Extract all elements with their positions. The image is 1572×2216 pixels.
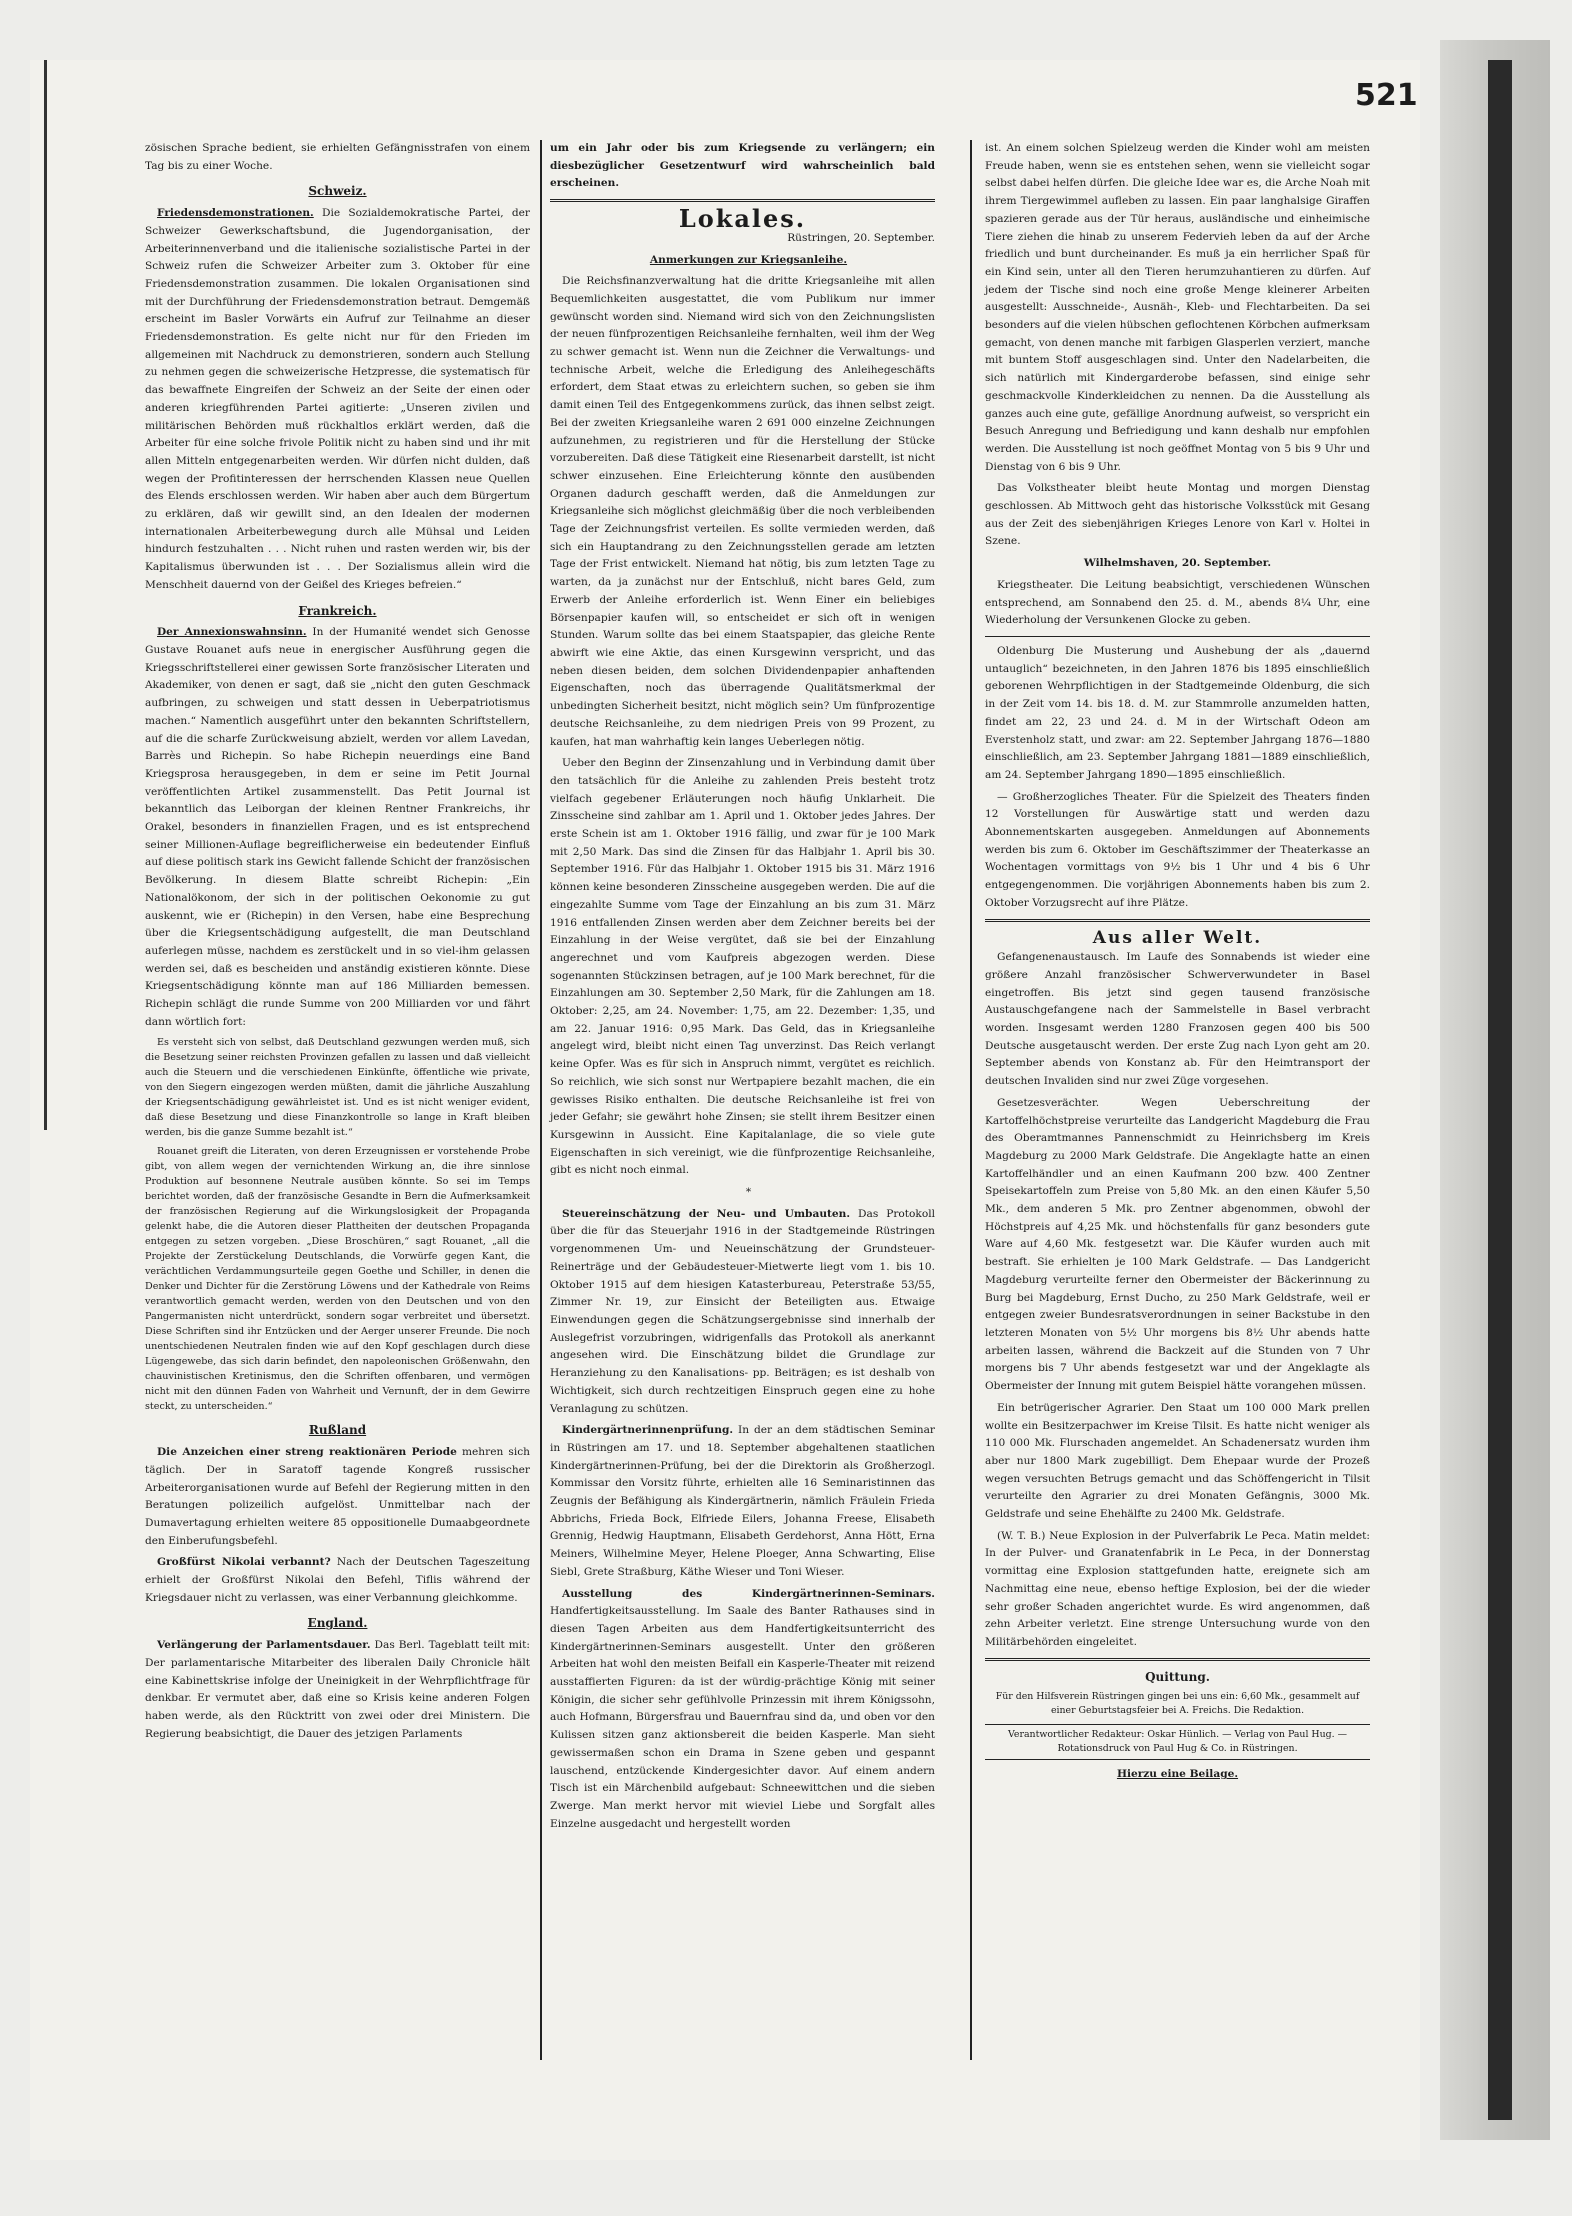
heading-frankreich: Frankreich. <box>298 603 377 618</box>
body-anleihe-1: Die Reichsfinanzverwaltung hat die dritte Kriegsanleihe mit allen Bequemlichkeiten ausgestattet, die vom Publikum nur immer gewünscht worden sind. Niemand wird sich von den Zeichnungslisten der neuen fünfprozentigen Reichsanleihe fernhalten, weil ihm der Weg zu schwer gemacht ist. Wenn nun die Zeichner die Verwaltungs- und technische Arbeit, welche die Erledigung des Anleihegeschäfts erfordert, dem Staat etwas zu erleichtern suchen, so geben sie ihm damit einen Teil des Entgegenkommens zurück, das ihnen selbst zeigt. Bei der zweiten Kriegsanleihe waren 2 691 000 einzelne Zeichnungen aufzunehmen, zu registrieren und für die Herstellung der Stücke vorzubereiten. Daß diese Tätigkeit eine Riesenarbeit darstellt, ist nicht schwer einzusehen. Eine Erleichterung könnte den ausübenden Organen dadurch geschafft werden, daß die Anmeldungen zur Kriegsanleihe sich möglichst gleichmäßig über die noch verbleibenden Tage der Zeichnungsfrist verteilen. Es sollte vermieden werden, daß sich ein Hauptandrang zu den Zeichnungsstellen gerade am letzten Tage der Frist entwickelt. Niemand hat nötig, bis zum letzten Tage zu warten, da ja zunächst nur der Entschluß, nicht bares Geld, zum Erwerb der Anleihe erforderlich ist. Wenn Einer ein beliebiges Börsenpapier kaufen will, so entscheidet er sich oft in wenigen Stunden. Warum sollte das bei einem Staatspapier, das gleiche Rente abwirft wie eine Aktie, das einen Kursgewinn verspricht, und das neben diesen beiden, dem solchen Dividendenpapier anhaftenden Eigenschaften, noch das überragende Qualitätsmerkmal der unbedingten Sicherheit besitzt, nicht möglich sein? Um fünfprozentige deutsche Reichsanleihe, zu dem niedrigen Preis von 99 Prozent, zu kaufen, hat man wahrhaftig kein langes Ueberlegen nötig. <box>550 275 935 748</box>
binding-strip <box>1488 60 1512 2120</box>
body-ausstellung-cont: ist. An einem solchen Spielzeug werden die Kinder wohl am meisten Freude haben, wenn sie es entstehen sehen, wenn sie vielleicht sogar selbst dabei helfen dürfen. Die gleiche Idee war es, die Arche Noah mit ihrem Tiergewimmel aufleben zu lassen. Ein paar langhalsige Giraffen spazieren gerade aus der Tür heraus, ausländische und einheimische Tiere ziehen die hinab zu unserem Federvieh leben da auf der Arche friedlich und bunt durcheinander. Es muß ja ein herrlicher Spaß für ein Kind sein, unter all den Tieren herumzuhantieren zu dürfen. Auf jedem der Tische sind noch eine große Menge kleinerer Arbeiten ausgestellt: Ausschneide-, Ausnäh-, Kleb- und Flechtarbeiten. Da sei besonders auf die vielen hübschen geflochtenen Körbchen aufmerksam gemacht, von denen manche mit farbigen Glasperlen verziert, manche mit buntem Stoff ausgeschlagen sind. Unter den Nadelarbeiten, die sich natürlich mit Kindergarderobe befassen, sind einige sehr geschmackvolle Kinderkleidchen zu nennen. Da die Ausstellung als ganzes auch eine gute, gefällige Anordnung aufweist, so verspricht ein Besuch Anregung und Befriedigung und kann deshalb nur empfohlen werden. Die Ausstellung ist noch geöffnet Montag von 5 bis 9 Uhr und Dienstag von 6 bis 9 Uhr. <box>985 142 1370 473</box>
body-england: Das Berl. Tageblatt teilt mit: Der parlamentarische Mitarbeiter des liberalen Daily Chronicle hält eine Kabinettskrise infolge der Uneinigkeit in der Wehrpflichtfrage für denkbar. Er vermutet aber, daß eine so Krisis keine anderen Folgen haben werde, als den Rücktritt von zwei oder drei Ministern. Die Regierung beabsichtigt, die Dauer des jetzigen Parlaments <box>145 1639 530 1740</box>
article-volkstheater: Das Volkstheater bleibt heute Montag und morgen Dienstag geschlossen. Ab Mittwoch geht das historische Volksstück mit Gesang aus der Zeit des siebenjährigen Krieges Lenore von Karl v. Holtei in Szene. <box>985 482 1370 548</box>
heading-quittung: Quittung. <box>1145 1669 1210 1684</box>
lead-ausstellung: Ausstellung des Kindergärtnerinnen-Seminars. <box>562 1587 935 1600</box>
body-ausstellung: Handfertigkeitsausstellung. Im Saale des Banter Rathauses sind in diesen Tagen Arbeiten aus dem Handfertigkeitsunterricht des Kindergärtnerinnen-Seminars ausgestellt. Unter den größeren Arbeiten hat wohl den meisten Beifall ein Kasperle-Theater mit reizend ausstaffierten Figuren: da ist der würdig-prächtige König mit seiner Königin, die sicher sehr gefühlvolle Prinzessin mit ihrem Königssohn, auch Hofmann, Bürgersfrau und Bauernfrau sind da, und oben vor den Kulissen sitzen ganz aktionsbereit die beiden Kasperle. Man sieht gewissermaßen schon ein Drama in Szene geben und gespannt lauschend, entzückende Kindergesichter davor. Auf einem andern Tisch ist ein Märchenbild aufgebaut: Schneewittchen und die sieben Zwerge. Man merkt hervor mit wieviel Liebe und Sorgfalt alles Einzelne ausgedacht und hergestellt worden <box>550 1605 935 1830</box>
col1-intro: zösischen Sprache bedient, sie erhielten Gefängnisstrafen von einem Tag bis zu einer Woche. <box>145 142 530 172</box>
column-1 <box>145 140 530 1747</box>
col2-intro: um ein Jahr oder bis zum Kriegsende zu verlängern; ein diesbezüglicher Gesetzentwurf wird wahrscheinlich bald erscheinen. <box>550 142 935 190</box>
article-kriegstheater: Kriegstheater. Die Leitung beabsichtigt, verschiedenen Wünschen entsprechend, am Sonnabend den 25. d. M., abends 8¼ Uhr, eine Wiederholung der Versunkenen Glocke zu geben. <box>985 578 1370 627</box>
body-nikolai: Nach der Deutschen Tageszeitung erhielt der Großfürst Nikolai den Befehl, Tiflis während der Kriegsdauer nicht zu verlassen, was einer Verbannung gleichkomme. <box>145 1556 530 1604</box>
column-rule-1 <box>540 140 542 2060</box>
section-rule-quittung <box>985 1658 1370 1661</box>
lead-nikolai: Großfürst Nikolai verbannt? <box>157 1556 331 1569</box>
article-ausstellung <box>550 1586 935 1834</box>
page-number: 521 <box>1355 78 1418 113</box>
lead-steuer: Steuereinschätzung der Neu- und Umbauten. <box>562 1207 851 1220</box>
heading-aus-aller-welt: Aus aller Welt. <box>1092 927 1263 948</box>
body-frankreich-2: Es versteht sich von selbst, daß Deutschland gezwungen werden muß, sich die Besetzung seiner reichsten Provinzen gefallen zu lassen und daß vielleicht auch die Steuern und die verschiedenen Einkünfte, öffentliche wie private, von den Siegern eingezogen werden müßten, damit die jährliche Auszahlung der Kriegsentschädigung gewährleistet ist. Und es ist nicht weniger evident, daß diese Besetzung und diese Finanzkontrolle so lange in Kraft bleiben werden, bis die ganze Summe bezahlt ist.“ <box>145 1037 530 1139</box>
section-rule <box>550 199 935 202</box>
article-nikolai <box>145 1554 530 1607</box>
article-hoftheater: — Großherzogliches Theater. Für die Spielzeit des Theaters finden 12 Vorstellungen für Auswärtige statt und werden dazu Abonnementskarten ausgegeben. Anmeldungen auf Abonnements werden bis zum 6. Oktober im Geschäftszimmer der Theaterkasse an Wochentagen vormittags von 9½ bis 1 Uhr und 4 bis 6 Uhr entgegengenommen. Die vorjährigen Abonnements haben bis zum 2. Oktober Vorzugsrecht auf ihre Plätze. <box>985 790 1370 909</box>
column-rule-2 <box>970 140 972 2060</box>
separator-star: * <box>745 1186 752 1199</box>
article-agrarier: Ein betrügerischer Agrarier. Den Staat um 100 000 Mark prellen wollte ein Besitzerpachwer im Kreise Tilsit. Es hatte nicht weniger als 110 000 Mk. Flurschaden angemeldet. An Schadenersatz wurden ihm aber nur 1800 Mark zugebilligt. Dem Ehepaar wurde der Prozeß wegen versuchten Betrugs gemacht und das Schöffengericht in Tilsit verurteilte den Agrarier zu drei Monaten Gefängnis, 3000 Mk. Geldstrafe und seine Ehehälfte zu 2400 Mk. Geldstrafe. <box>985 1401 1370 1521</box>
lead-england: Verlängerung der Parlamentsdauer. <box>157 1639 371 1652</box>
body-anleihe-2: Ueber den Beginn der Zinsenzahlung und in Verbindung damit über den tatsächlich für die Anleihe zu zahlenden Preis besteht trotz vielfach gegebener Erläuterungen noch häufig Unklarheit. Die Zinsscheine sind zahlbar am 1. April und 1. Oktober jedes Jahres. Der erste Schein ist am 1. Oktober 1916 fällig, und zwar für je 100 Mark mit 2,50 Mark. Das sind die Zinsen für das Halbjahr 1. April bis 30. September 1916. Für das Halbjahr 1. Oktober 1915 bis 31. März 1916 können keine besonderen Zinsscheine ausgegeben werden. Die auf die eingezahlte Summe vom Tage der Einzahlung an bis zum 31. März 1916 entfallenden Zinsen werden aber dem Zeichner bereits bei der Einzahlung in der Weise vergütet, daß sie bei der Einzahlung angerechnet und vom Kaufpreis abgezogen werden. Diese sogenannten Stückzinsen betragen, auf je 100 Mark berechnet, für die Einzahlungen am 30. September 2,50 Mark, für die Zahlungen am 18. Oktober: 2,25, am 24. November: 1,75, am 22. Dezember: 1,35, und am 22. Januar 1916: 0,95 Mark. Das Geld, das in Kriegsanleihe angelegt wird, bleibt nicht einen Tag unverzinst. Das Reich verlangt keine Opfer. Was es für sich in Anspruch nimmt, vergütet es reichlich. So reichlich, wie sich sonst nur Wertpapiere bezahlt machen, die ein gewisses Risiko enthalten. Die deutsche Reichsanleihe ist frei von jeder Gefahr; sie gewährt hohe Zinsen; sie stellt ihrem Besitzer einen Kursgewinn in Aussicht. Eine Kapitalanlage, die so viele gute Eigenschaften in sich vereinigt, wie die fünfprozentige Reichsanleihe, gibt es nicht noch einmal. <box>550 757 935 1177</box>
impressum: Verantwortlicher Redakteur: Oskar Hünlich. — Verlag von Paul Hug. — Rotationsdruck von Paul Hug & Co. in Rüstringen. <box>985 1724 1370 1760</box>
margin-line <box>44 60 47 1130</box>
heading-russland: Rußland <box>308 1423 367 1438</box>
lead-russland: Die Anzeichen einer streng reaktionären Periode <box>157 1446 457 1459</box>
lead-kinder: Kindergärtnerinnenprüfung. <box>562 1424 734 1437</box>
article-oldenburg: Oldenburg Die Musterung und Aushebung der als „dauernd untauglich“ bezeichneten, in den Jahren 1876 bis 1895 einschließlich geborenen Wehrpflichtigen in der Stadtgemeinde Oldenburg, die sich in der Zeit vom 14. bis 18. d. M. zur Stammrolle anzumelden hatten, findet am 22, 23 und 24. d. M in der Wirtschaft Odeon am Everstenholz statt, und zwar: am 22. September Jahrgang 1876—1880 einschließlich, am 23. September Jahrgang 1881—1889 einschließlich, am 24. September Jahrgang 1890—1895 einschließlich. <box>985 644 1370 781</box>
dateline-wilhelmshaven: Wilhelmshaven, 20. September. <box>1083 557 1272 570</box>
article-england <box>145 1637 530 1743</box>
heading-england: England. <box>307 1616 368 1631</box>
body-kinder: In der an dem städtischen Seminar in Rüstringen am 17. und 18. September abgehaltenen staatlichen Kindergärtnerinnen-Prüfung, bei der die Direktorin als Großherzogl. Kommissar den Vorsitz führte, erhielten alle 16 Seminaristinnen das Zeugnis der Befähigung als Kindergärtnerin, nämlich Fräulein Frieda Abbrichs, Frieda Bock, Elfriede Eilers, Johanna Freese, Elisabeth Grennig, Hedwig Hauptmann, Elisabeth Gerdehorst, Anna Hött, Erna Meiners, Wilhelmine Meyer, Helene Ploeger, Anna Schwarting, Elise Siebl, Grete Straßburg, Käthe Wieser und Toni Wieser. <box>550 1424 935 1578</box>
article-schweiz <box>145 205 530 594</box>
article-russland <box>145 1444 530 1550</box>
article-gefangene: Gefangenenaustausch. Im Laufe des Sonnabends ist wieder eine größere Anzahl französischer Schwerverwundeter in Basel eingetroffen. Bis jetzt sind gegen tausend französische Austauschgefangene nach der Sammelstelle in Basel verbracht worden. Insgesamt werden 1280 Franzosen gegen 400 bis 500 Deutsche ausgetauscht werden. Der erste Zug nach Lyon geht am 20. September abends von Konstanz ab. Für den Heimtransport der deutschen Invaliden sind nur zwei Züge vorgesehen. <box>985 951 1370 1088</box>
body-russland: mehren sich täglich. Der in Saratoff tagende Kongreß russischer Arbeiterorganisationen wurde auf Befehl der Regierung mitten in den Beratungen polizeilich aufgelöst. Unmittelbar nach der Dumavertagung erhielten weitere 85 oppositionelle Dumaabgeordnete den Einberufungsbefehl. <box>145 1446 530 1547</box>
article-frankreich <box>145 624 530 1031</box>
quittung-text: Für den Hilfsverein Rüstringen gingen bei uns ein: 6,60 Mk., gesammelt auf einer Geburtstagsfeier bei A. Freichs. Die Redaktion. <box>995 1691 1360 1717</box>
heading-kriegsanleihe: Anmerkungen zur Kriegsanleihe. <box>649 253 848 266</box>
body-frankreich-3: Rouanet greift die Literaten, von deren Erzeugnissen er vorstehende Probe gibt, von allem wegen der vernichtenden Wirkung an, die ihre sinnlose Produktion auf besonnene Neutrale ausüben könnte. So sei im Temps berichtet worden, daß der französische Gesandte in Bern die Aufmerksamkeit der französischen Regierung auf die Wirkungslosigkeit der Propaganda gelenkt habe, die die Autoren dieser Plattheiten der deutschen Propaganda entgegen zu setzen vorgeben. „Diese Broschüren,“ sagt Rouanet, „all die Projekte der Zerstückelung Deutschlands, die Vorwürfe gegen Kant, die verächtlichen Verdammungsurteile gegen Goethe und Schiller, in denen die Denker und Dichter für die Zerstörung Löwens und der Kathedrale von Reims verantwortlich gemacht werden, werden von den Deutschen und von den Pangermanisten nicht unterdrückt, sondern sogar verbreitet und übersetzt. Diese Schriften sind ihr Entzücken und der Aerger unserer Freunde. Die noch unentschiedenen Neutralen finden wie auf den Kopf geschlagen durch diese Lügengewebe, das sich darin befindet, den napoleonischen Größenwahn, den chauvinistischen Kretinismus, den die Schriften offenbaren, und vermögen nicht mit den dünnen Faden von Wahrheit und Vernunft, der in dem Gewirre steckt, zu unterscheiden.“ <box>145 1146 530 1413</box>
section-rule-welt <box>985 919 1370 922</box>
body-frankreich-1: In der Humanité wendet sich Genosse Gustave Rouanet aufs neue in energischer Ausführung gegen die Kriegsschriftstellerei einer gewissen Sorte französischer Literaten und Akademiker, von denen er sagt, daß sie „nicht den guten Geschmack aufbringen, zu schweigen und statt dessen in Ueberpatriotismus machen.“ Namentlich ausgeführt unter den bekannten Schriftstellern, auf die die scharfe Zurückweisung abzielt, werden vor allem Lavedan, Barrès und Richepin. So habe Richepin neuerdings eine Band Kriegsprosa herausgegeben, in dem er seine im Petit Journal veröffentlichten Artikel zusammenstellt. Das Petit Journal ist bekanntlich das Leiborgan der kleinen Rentner Frankreichs, ihr Orakel, besonders in finanziellen Fragen, und es ist entsprechend seiner Millionen-Auflage begreiflicherweise ein bedeutender Einfluß auf diese politisch stark ins Gewicht fallende Schicht der französischen Bevölkerung. In diesem Blatte schreibt Richepin: „Ein Nationalökonom, der sich in der politischen Oekonomie zu gut auskennt, wie er (Richepin) in den Versen, habe eine Besprechung über die Kriegsentschädigung aufgestellt, die man Deutschland auferlegen müsse, nachdem es zerstückelt und in so viel-ihm gelassen werden sei, daß es bescheiden und anständig existieren könnte. Diese Kriegsentschädigung könnte man auf 186 Milliarden bemessen. Richepin schlägt die runde Summe von 200 Milliarden vor und fährt dann wörtlich fort: <box>145 626 530 1028</box>
article-gesetz: Gesetzesverächter. Wegen Ueberschreitung der Kartoffelhöchstpreise verurteilte das Landgericht Magdeburg die Frau des Oberamtmannes Pannenschmidt zu Heinrichsberg im Kreis Magdeburg zu 2000 Mark Geldstrafe. Die Angeklagte hatte an einen Kartoffelhändler und an einen Kaufmann 200 bzw. 400 Zentner Speisekartoffeln zum Preise von 5,80 Mk. an den einen Käufer 5,50 Mk., dem anderen 5 Mk. pro Zentner abgenommen, obwohl der Höchstpreis auf 4,25 Mk. und höchstenfalls für ganz besonders gute Ware auf 4,60 Mk. festgesetzt war. Die Käufer wurden auch mit bestraft. Sie erhielten je 100 Mark Geldstrafe. — Das Landgericht Magdeburg verurteilte ferner den Obermeister der Bäckerinnung zu Burg bei Magdeburg, Ernst Ducho, zu 250 Mark Geldstrafe, weil er entgegen zweier Bundesratsverordnungen in seiner Backstube in den letzteren Monaten von 5½ Uhr morgens bis 8½ Uhr abends hatte arbeiten lassen, während die Backzeit auf die Stunden von 7 Uhr morgens bis 7 Uhr abends festgesetzt war und der Angeklagte als Obermeister der Innung mit gutem Beispiel hätte vorangehen müssen. <box>985 1096 1370 1393</box>
body-steuer: Das Protokoll über die für das Steuerjahr 1916 in der Stadtgemeinde Rüstringen vorgenommenen Um- und Neueinschätzung der Grundsteuer-Reinerträge und der Gebäudesteuer-Mietwerte liegt vom 1. bis 10. Oktober 1915 auf dem hiesigen Katasterbureau, Peterstraße 53/55, Zimmer Nr. 19, zur Einsicht der Beteiligten aus. Etwaige Einwendungen gegen die Schätzungsergebnisse sind innerhalb der Auslegefrist vorzubringen, widrigenfalls das Protokoll als anerkannt angesehen wird. Die Einschätzung bildet die Grundlage zur Heranziehung zu den Kanalisations- pp. Beiträgen; es ist deshalb von Wichtigkeit, sich durch rechtzeitigen Einspruch gegen eine zu hohe Veranlagung zu schützen. <box>550 1207 935 1415</box>
heading-schweiz: Schweiz. <box>308 184 367 199</box>
article-explosion: (W. T. B.) Neue Explosion in der Pulverfabrik Le Peca. Matin meldet: In der Pulver- und Granatenfabrik in Le Peca, in der Donnerstag vormittag eine Explosion stattgefunden hatte, ereignete sich am Nachmittag eine neue, ebenso heftige Explosion, bei der die wieder sehr großer Schaden angerichtet wurde. Es wird angenommen, daß zehn Arbeiter verletzt. Eine strenge Untersuchung wurde von den Militärbehörden eingeleitet. <box>985 1529 1370 1648</box>
column-2 <box>550 140 935 1837</box>
section-rule-oldenburg <box>985 636 1370 637</box>
lead-schweiz: Friedensdemonstrationen. <box>157 207 314 220</box>
dateline-ruestringen: Rüstringen, 20. September. <box>787 231 935 244</box>
body-schweiz: Die Sozialdemokratische Partei, der Schweizer Gewerkschaftsbund, die Jugendorganisation, der Arbeiterinnenverband und die italienische sozialistische Partei in der Schweiz rufen die Schweizer Arbeiter zum 3. Oktober für eine Friedensdemonstration zusammen. Die lokalen Organisationen sind mit der Durchführung der Friedensdemonstration betraut. Demgemäß erscheint im Basler Vorwärts ein Aufruf zur Teilnahme an dieser Friedensdemonstration. Es gelte nicht nur für den Frieden im allgemeinen mit Nachdruck zu demonstrieren, sondern auch Stellung zu nehmen gegen die schweizerische Hetzpresse, die systematisch für das bewaffnete Eingreifen der Schweiz an der Seite der einen oder anderen kriegführenden Partei agitierte: „Unseren zivilen und militärischen Behörden muß rückhaltlos erklärt werden, daß die Arbeiter für eine solche frivole Politik nicht zu haben sind und ihr mit allen Mitteln entgegenarbeiten werden. Wir dürfen nicht dulden, daß wegen der Profitinteressen der herrschenden Klassen neue Quellen des Elends erschlossen werden. Wir haben aber auch dem Bürgertum zu erklären, daß wir gewillt sind, an den Idealen der modernen internationalen Arbeiterbewegung durch alle Mühsal und Leiden hindurch festzuhalten . . . Nicht ruhen und rasten werden wir, bis der Kapitalismus überwunden ist . . . Der Sozialismus allein wird die Menschheit dauernd von der Geißel des Krieges befreien.“ <box>145 207 530 591</box>
article-kinder <box>550 1422 935 1581</box>
article-steuer <box>550 1206 935 1418</box>
column-3 <box>985 140 1370 1788</box>
heading-lokales: Lokales. <box>678 204 807 234</box>
beilage-note: Hierzu eine Beilage. <box>1116 1768 1239 1781</box>
lead-frankreich: Der Annexionswahnsinn. <box>157 626 307 639</box>
